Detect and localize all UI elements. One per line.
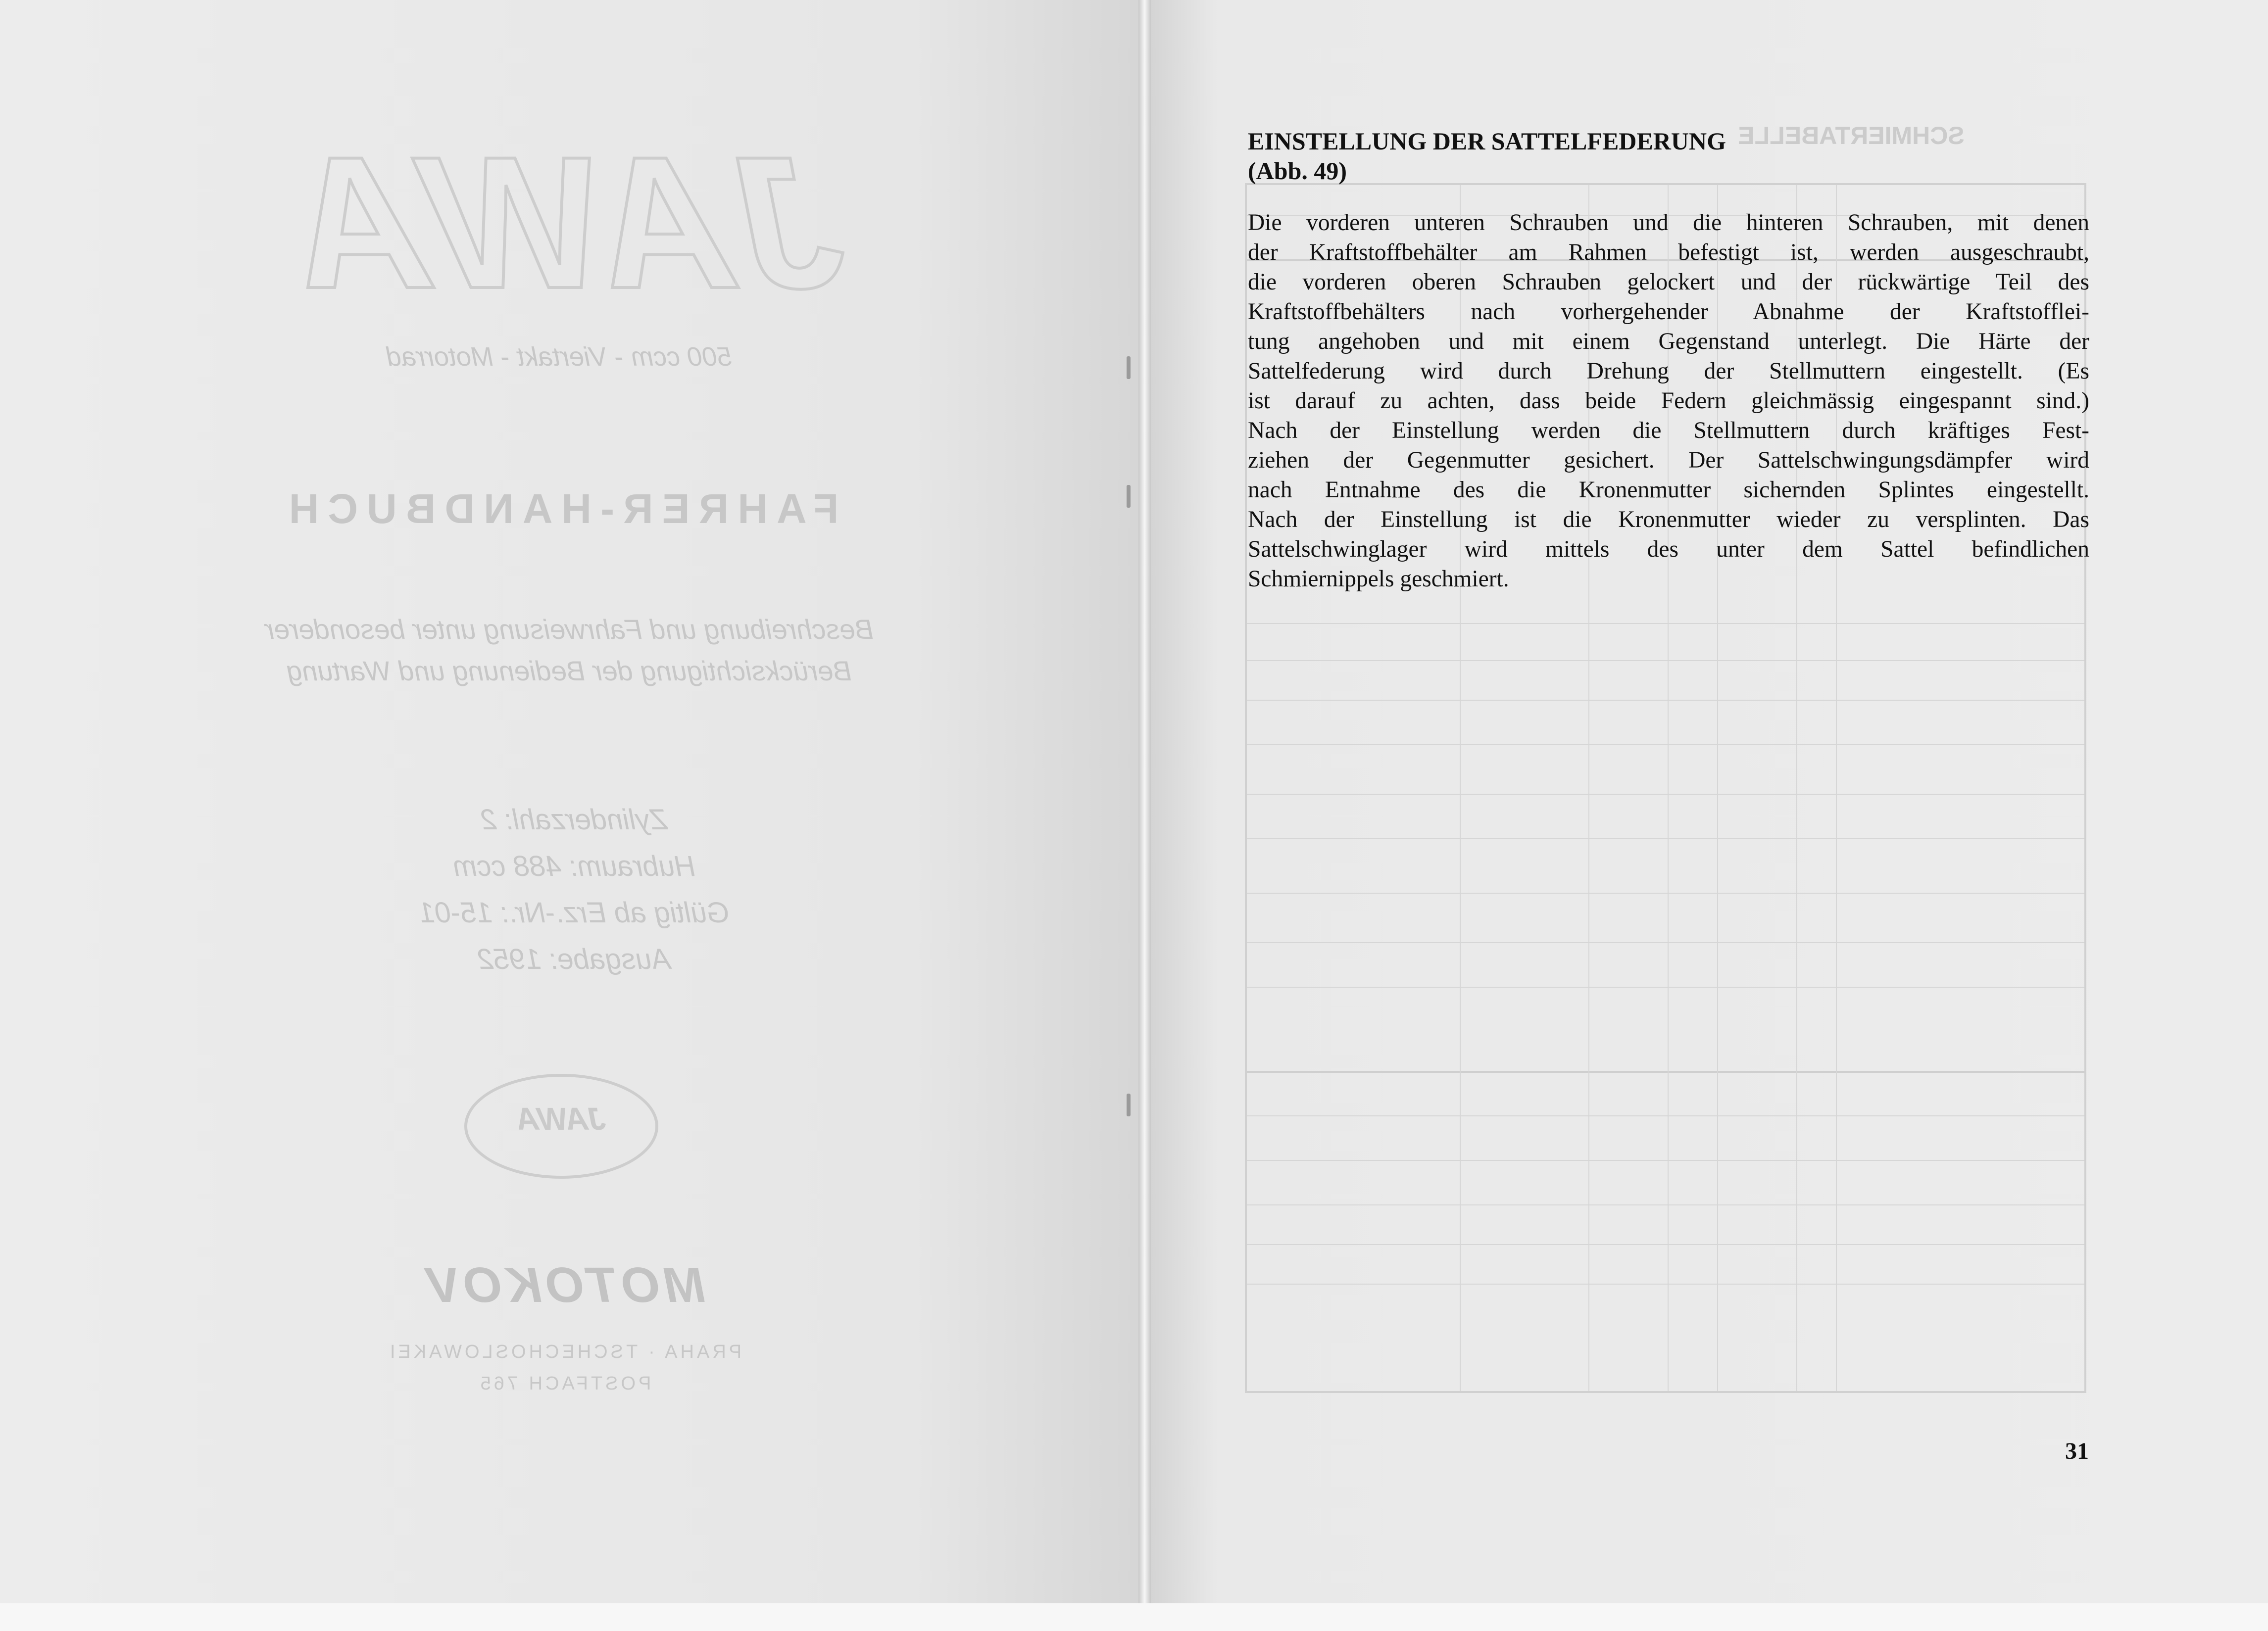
paragraph-line: nach Entnahme des die Kronenmutter sichernden Splintes eingestellt.	[1248, 477, 2089, 503]
page-number: 31	[2065, 1438, 2089, 1464]
section-heading-title: EINSTELLUNG DER SATTELFEDERUNG	[1248, 127, 1726, 155]
section-heading-figure-ref: (Abb. 49)	[1248, 157, 1347, 185]
paragraph-line: Sattelfederung wird durch Drehung der Stellmuttern eingestellt. (Es	[1248, 358, 2089, 384]
body-paragraph	[1248, 208, 2089, 594]
ghost-table-title: SCHMIERTABELLE	[1738, 122, 1965, 149]
ghost-heading: FAHRER-HANDBUCH	[280, 485, 839, 532]
paragraph-line: der Kraftstoffbehälter am Rahmen befestigt ist, werden ausgeschraubt,	[1248, 240, 2089, 265]
ghost-specs: Zylinderzahl: 2 Hubraum: 488 ccm Gültig ab Erz.-Nr.: 15-01 Ausgabe: 1952	[419, 804, 730, 975]
staple	[1127, 485, 1131, 508]
ghost-logo: JAWA	[288, 117, 845, 328]
ghost-emblem: JAWA	[464, 1074, 658, 1179]
paragraph-line: Sattelschwinglager wird mittels des unter dem Sattel befindlichen	[1248, 536, 2089, 562]
paragraph-line: ist darauf zu achten, dass beide Federn gleichmässig eingespannt sind.)	[1248, 388, 2089, 414]
paragraph-line: ziehen der Gegenmutter gesichert. Der Sattelschwingungsdämpfer wird	[1248, 447, 2089, 473]
ghost-address: PRAHA · TSCHECHOSLOWAKEI POSTFACH 765	[387, 1342, 742, 1394]
ghost-brand: MOTOKOV	[423, 1257, 706, 1313]
section-heading	[1248, 126, 2089, 186]
left-page	[0, 0, 1138, 1603]
ghost-description: Beschreibung und Fahrweisung unter besonderer Berücksichtigung der Bedienung und Wartung	[265, 614, 874, 686]
paragraph-line: Die vorderen unteren Schrauben und die hinteren Schrauben, mit denen	[1248, 210, 2089, 236]
show-through-cover	[0, 0, 1138, 1603]
paragraph-line: Kraftstoffbehälters nach vorhergehender Abnahme der Kraftstofflei-	[1248, 299, 2089, 325]
book-spine	[1138, 0, 1151, 1603]
paragraph-line: Nach der Einstellung ist die Kronenmutter wieder zu versplinten. Das	[1248, 507, 2089, 532]
paragraph-line: Nach der Einstellung werden die Stellmuttern durch kräftiges Fest-	[1248, 418, 2089, 443]
ghost-subtitle: 500 ccm - Viertakt - Motorrad	[386, 342, 733, 372]
paragraph-line: Schmiernippels geschmiert.	[1248, 566, 1509, 592]
scan-margin	[0, 1603, 2268, 1631]
staple	[1127, 1094, 1131, 1116]
staple	[1127, 356, 1131, 379]
paragraph-line: tung angehoben und mit einem Gegenstand unterlegt. Die Härte der	[1248, 329, 2089, 354]
paragraph-line: die vorderen oberen Schrauben gelockert und der rückwärtige Teil des	[1248, 269, 2089, 295]
